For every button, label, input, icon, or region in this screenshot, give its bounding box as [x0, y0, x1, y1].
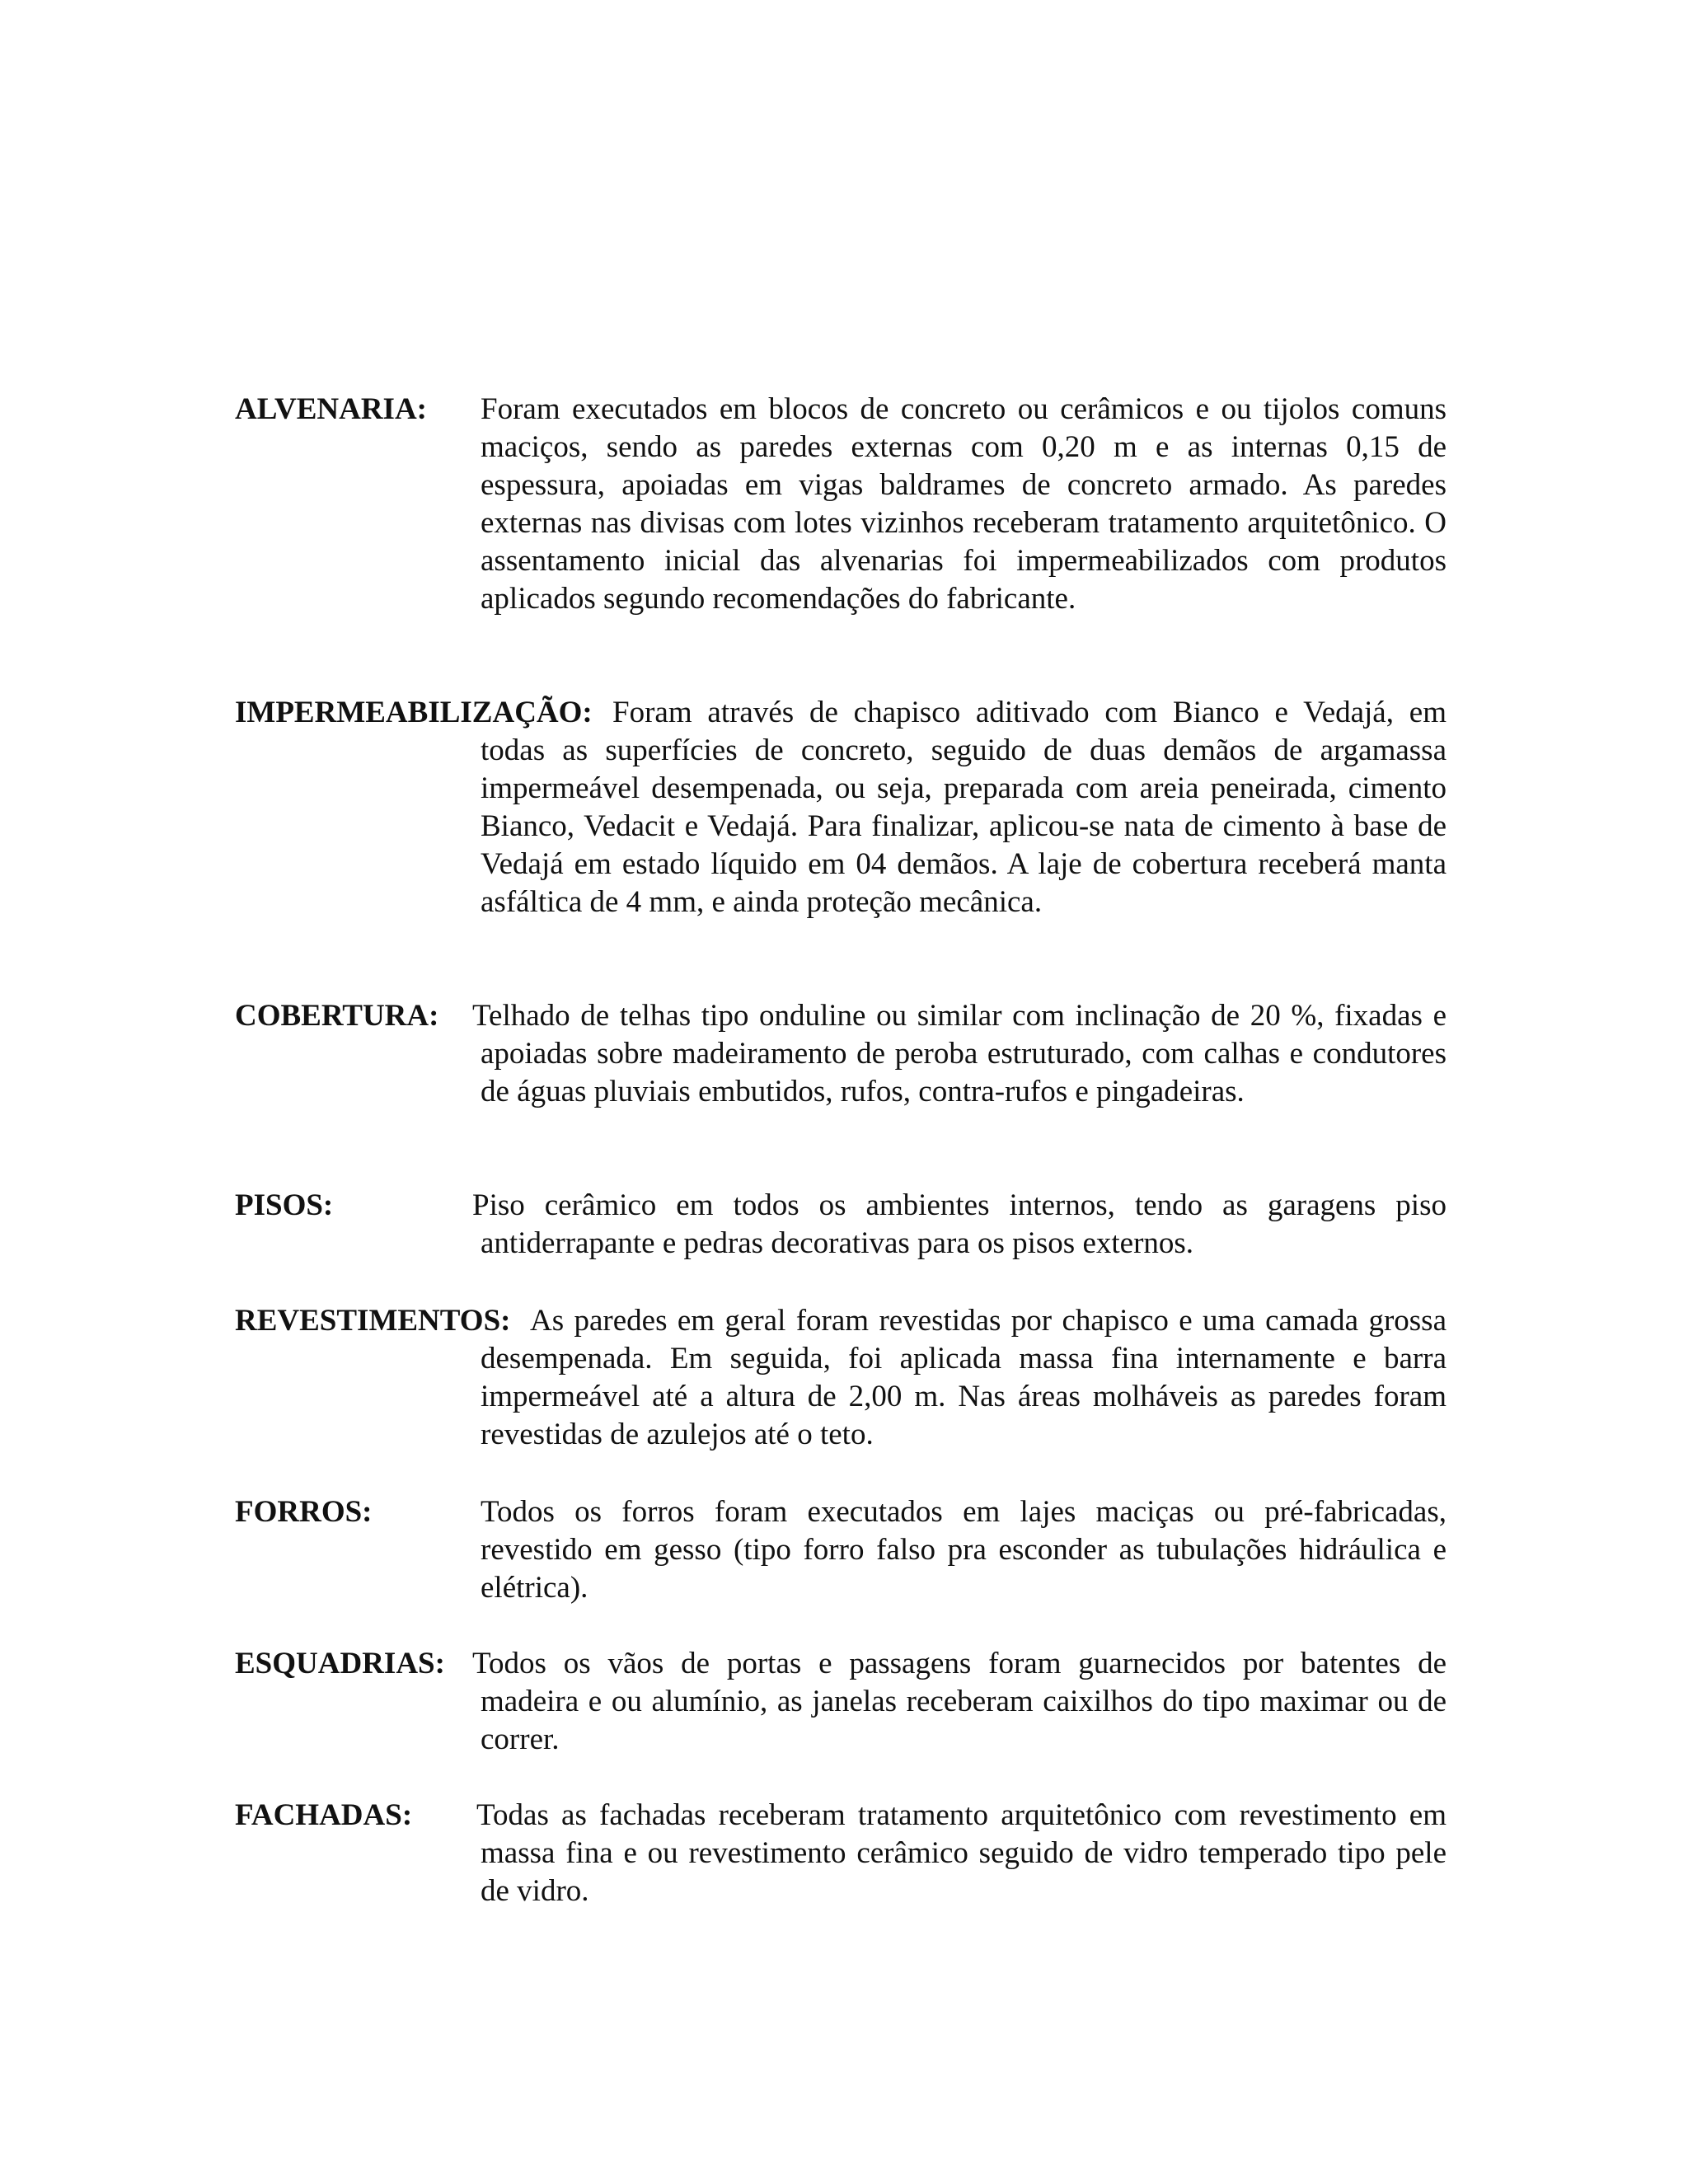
section-revestimentos	[235, 1302, 1447, 1454]
section-fachadas	[235, 1797, 1447, 1910]
section-esquadrias	[235, 1645, 1447, 1759]
section-label: PISOS:	[235, 1188, 334, 1222]
section-pisos	[235, 1187, 1447, 1263]
section-text: Telhado de telhas tipo onduline ou similar com inclinação de 20 %, fixadas e apoiadas sobre madeiramento de peroba estruturado, com calhas e condutores de águas pluviais embutidos, rufos, contra-rufos e pingadeiras.	[472, 999, 1447, 1108]
section-cobertura	[235, 997, 1447, 1111]
section-label: ESQUADRIAS:	[235, 1647, 445, 1680]
section-alvenaria	[235, 391, 1447, 618]
section-impermeabilizacao	[235, 694, 1447, 921]
section-text: Piso cerâmico em todos os ambientes internos, tendo as garagens piso antiderrapante e pedras decorativas para os pisos externos.	[472, 1188, 1447, 1260]
section-text: Foram executados em blocos de concreto ou cerâmicos e ou tijolos comuns maciços, sendo as paredes externas com 0,20 m e as internas 0,15 de espessura, apoiadas em vigas baldrames de concreto armado. As paredes externas nas divisas com lotes vizinhos receberam tratamento arquitetônico. O assentamento inicial das alvenarias foi impermeabilizados com produtos aplicados segundo recomendações do fabricante.	[481, 392, 1447, 616]
section-text: As paredes em geral foram revestidas por chapisco e uma camada grossa desempenada. Em seguida, foi aplicada massa fina internamente e barra impermeável até a altura de 2,00 m. Nas áreas molháveis as paredes foram revestidas de azulejos até o teto.	[481, 1304, 1447, 1451]
section-label: COBERTURA:	[235, 999, 439, 1033]
section-label: REVESTIMENTOS:	[235, 1304, 511, 1338]
section-text: Foram através de chapisco aditivado com Bianco e Vedajá, em todas as superfícies de concreto, seguido de duas demãos de argamassa impermeável desempenada, ou seja, preparada com areia peneirada, cimento Bianco, Vedacit e Vedajá. Para finalizar, aplicou-se nata de cimento à base de Vedajá em estado líquido em 04 demãos. A laje de cobertura receberá manta asfáltica de 4 mm, e ainda proteção mecânica.	[481, 696, 1447, 919]
section-forros	[235, 1493, 1447, 1607]
section-label: FORROS:	[235, 1495, 373, 1529]
section-text: Todos os vãos de portas e passagens foram guarnecidos por batentes de madeira e ou alumínio, as janelas receberam caixilhos do tipo maximar ou de correr.	[472, 1647, 1447, 1756]
section-text: Todos os forros foram executados em lajes maciças ou pré-fabricadas, revestido em gesso (tipo forro falso pra esconder as tubulações hidráulica e elétrica).	[481, 1495, 1447, 1605]
section-label: IMPERMEABILIZAÇÃO:	[235, 696, 593, 729]
section-label: ALVENARIA:	[235, 392, 428, 426]
section-label: FACHADAS:	[235, 1798, 413, 1832]
section-text: Todas as fachadas receberam tratamento arquitetônico com revestimento em massa fina e ou revestimento cerâmico seguido de vidro temperado tipo pele de vidro.	[476, 1798, 1447, 1908]
